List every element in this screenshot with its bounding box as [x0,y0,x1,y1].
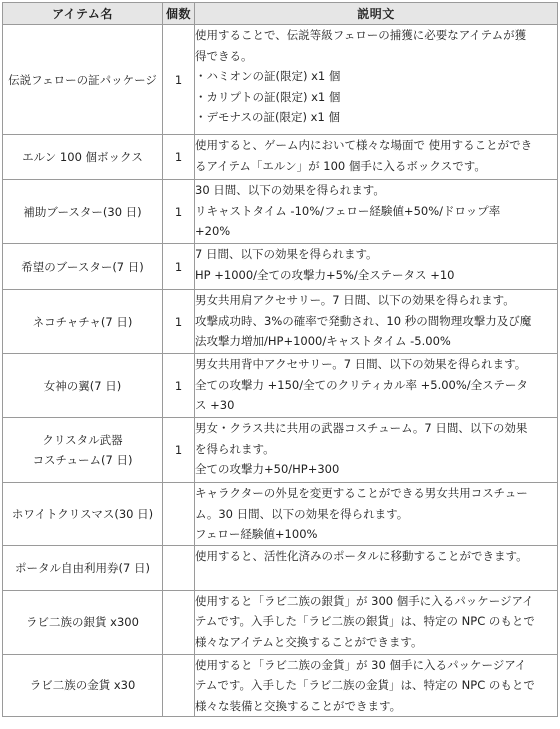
table-header-row [3,3,558,25]
description-line: ・デモナスの証(限定) x1 個 [195,110,340,124]
table-row [3,354,558,418]
item-name-cell [3,654,163,717]
table-row [3,418,558,483]
description-line: テムです。入手した「ラビ二族の銀貨」は、特定の NPC のもとで [195,614,535,628]
description-line: 使用すると、ゲーム内において様々な場面で 使用することができ [195,138,533,152]
description-line: 30 日間、以下の効果を得られます。 [195,183,385,197]
quantity-cell: 1 [163,135,195,180]
quantity-cell: 1 [163,180,195,244]
item-name-text: エルン 100 個ボックス [22,150,143,164]
description-cell [195,654,558,717]
table-row [3,244,558,290]
description-line: テムです。入手した「ラビ二族の金貨」は、特定の NPC のもとで [195,678,535,692]
description-line: ム。30 日間、以下の効果を得られます。 [195,506,409,521]
table-row [3,483,558,546]
item-name-cell [3,244,163,290]
item-name-cell [3,135,163,180]
description-line: 7 日間、以下の効果を得られます。 [195,247,378,261]
quantity-cell: 1 [163,25,195,135]
description-line: 男女共用肩アクセサリー。7 日間、以下の効果を得られます。 [195,293,515,307]
item-name-text: ポータル自由利用券(7 日) [15,560,150,575]
item-name-cell [3,354,163,418]
item-name-text: 女神の翼(7 日) [43,378,122,393]
table-row [3,25,558,135]
description-line: 全ての攻撃力+50/HP+300 [195,462,340,476]
item-table [2,2,558,717]
item-name-cell [3,25,163,135]
description-line: リキャストタイム -10%/フェロー経験値+50%/ドロップ率 [195,203,501,218]
description-line: 使用すると「ラビ二族の金貨」が 30 個手に入るパッケージアイ [195,657,527,672]
table-row [3,590,558,654]
header-item-name: アイテム名 [3,3,163,25]
item-name-cell [3,290,163,354]
description-cell [195,354,558,418]
description-line: 様々な装備と交換することができます。 [195,698,402,713]
item-name-cell [3,545,163,590]
description-cell [195,418,558,483]
quantity-cell [163,590,195,654]
description-line: 得できる。 [195,48,253,63]
description-line: ・ハミオンの証(限定) x1 個 [195,69,341,83]
description-line: ・カリプトの証(限定) x1 個 [195,89,341,104]
item-name-cell [3,418,163,483]
description-line: 使用すると、活性化済みのポータルに移動することができます。 [195,548,528,563]
description-line: フェロー経験値+100% [195,527,318,541]
description-line: 男女・クラス共に共用の武器コスチューム。7 日間、以下の効果 [195,421,528,435]
description-cell [195,135,558,180]
header-description: 説明文 [195,3,558,25]
quantity-cell [163,483,195,546]
item-name-text: コスチューム(7 日) [32,453,133,467]
description-cell [195,590,558,654]
description-line: を得られます。 [195,441,275,456]
description-cell [195,545,558,590]
header-quantity: 個数 [163,3,195,25]
description-line: キャラクターの外見を変更することができる男女共用コスチュー [195,486,528,500]
item-name-cell [3,483,163,546]
description-line: 使用すると「ラビ二族の銀貨」が 300 個手に入るパッケージアイ [195,593,534,608]
item-name-text: ネコチャチャ(7 日) [32,314,133,329]
table-row [3,654,558,717]
description-line: 全ての攻撃力 +150/全てのクリティカル率 +5.00%/全ステータ [195,377,528,392]
item-name-text: 伝説フェローの証パッケージ [8,72,157,87]
item-name-text: クリスタル武器 [42,433,123,447]
table-row [3,180,558,244]
description-cell [195,290,558,354]
description-cell [195,244,558,290]
item-name-cell [3,590,163,654]
description-line: HP +1000/全ての攻撃力+5%/全ステータス +10 [195,267,455,282]
description-line: 攻撃成功時、3%の確率で発動され、10 秒の間物理攻撃力及び魔 [195,313,532,328]
quantity-cell: 1 [163,290,195,354]
description-cell [195,25,558,135]
quantity-cell [163,545,195,590]
description-line: るアイテム「エルン」が 100 個手に入るボックスです。 [195,158,486,173]
description-line: +20% [195,224,231,238]
description-line: ス +30 [195,398,235,412]
description-cell [195,180,558,244]
item-name-text: 希望のブースター(7 日) [21,259,144,274]
item-name-text: ラビ二族の金貨 x30 [29,678,136,693]
description-line: 使用することで、伝説等級フェローの捕獲に必要なアイテムが獲 [195,28,527,42]
item-name-cell [3,180,163,244]
description-line: 法攻撃力増加/HP+1000/キャストタイム -5.00% [195,334,451,348]
quantity-cell [163,654,195,717]
item-name-text: ホワイトクリスマス(30 日) [11,506,154,521]
table-row [3,290,558,354]
item-name-text: ラビ二族の銀貨 x300 [26,615,139,629]
description-line: 男女共用背中アクセサリー。7 日間、以下の効果を得られます。 [195,357,527,371]
description-line: 様々なアイテムと交換することができます。 [195,634,423,649]
quantity-cell: 1 [163,244,195,290]
description-cell [195,483,558,546]
table-body [3,25,558,717]
table-row [3,135,558,180]
item-name-text: 補助ブースター(30 日) [23,204,142,219]
table-row [3,545,558,590]
quantity-cell: 1 [163,418,195,483]
quantity-cell: 1 [163,354,195,418]
